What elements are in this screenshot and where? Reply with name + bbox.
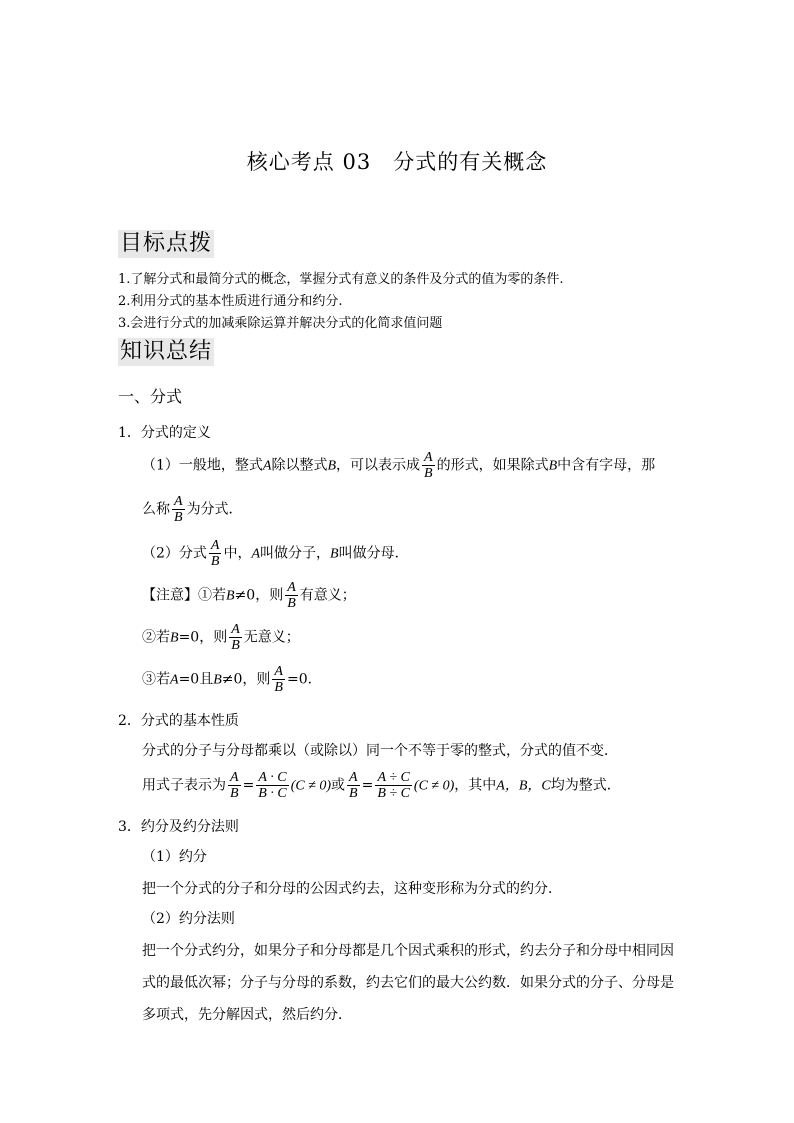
section-summary-heading: 知识总结 (120, 339, 213, 364)
s1-title: 1．分式的定义 (118, 425, 211, 441)
fraction-a-over-b: $\frac{A}{B}$ (287, 580, 296, 611)
s3-sub2-line1: 把一个分式约分，如果分子和分母都是几个因式乘积的形式，约去分子和分母中相同因 (142, 943, 674, 959)
fraction-div: $\frac{A \div C}{B \div C}$ (377, 770, 410, 801)
s2-title: 2．分式的基本性质 (118, 713, 239, 729)
fraction-a-over-b: $\frac{A}{B}$ (174, 494, 183, 525)
goal-1: 1.了解分式和最简分式的概念，掌握分式有意义的条件及分式的值为零的条件. (118, 272, 564, 287)
part1-heading: 一、分式 (118, 387, 183, 406)
fraction-mul: $\frac{A \cdot C}{B \cdot C}$ (258, 770, 287, 801)
section-goals-heading: 目标点拨 (120, 231, 213, 256)
s3-sub2: （2）约分法则 (142, 911, 235, 927)
page-title (0, 146, 794, 176)
note-3: ③若A=0且B≠0，则 $\frac{A}{B}$ =0． (142, 664, 322, 695)
s3-sub1: （1）约分 (142, 849, 207, 865)
goal-3: 3.会进行分式的加减乘除运算并解决分式的化简求值问题 (118, 316, 443, 331)
fraction-a-over-b: $\frac{A}{B}$ (230, 770, 239, 801)
s1-line3: （2）分式 $\frac{A}{B}$ 中，A叫做分子，B叫做分母． (142, 538, 409, 569)
s3-title: 3．约分及约分法则 (118, 819, 239, 835)
s1-line2: 么称 $\frac{A}{B}$ 为分式． (142, 494, 243, 525)
note-1: 【注意】①若B≠0，则 $\frac{A}{B}$ 有意义； (142, 580, 356, 611)
fraction-a-over-b: $\frac{A}{B}$ (349, 770, 358, 801)
s3-sub2-line3: 多项式，先分解因式，然后约分． (142, 1007, 352, 1023)
s3-sub1-text: 把一个分式的分子和分母的公因式约去，这种变形称为分式的约分． (142, 881, 562, 897)
title-text: 分式的有关概念 (393, 150, 548, 174)
note-2: ②若B=0，则 $\frac{A}{B}$ 无意义； (142, 622, 300, 653)
title-code: 核心考点 03 (246, 150, 372, 174)
goal-2: 2.利用分式的基本性质进行通分和约分. (118, 294, 343, 309)
fraction-a-over-b: $\frac{A}{B}$ (274, 664, 283, 695)
s1-line1: （1）一般地，整式A除以整式B，可以表示成 $\frac{A}{B}$ 的形式，如果除式B中含有字母，那 (142, 450, 656, 481)
s2-line1: 分式的分子与分母都乘以（或除以）同一个不等于零的整式，分式的值不变． (142, 743, 618, 759)
fraction-a-over-b: $\frac{A}{B}$ (210, 538, 220, 569)
s3-sub2-line2: 式的最低次幂；分子与分母的系数，约去它们的最大公约数．如果分式的分子、分母是 (142, 975, 674, 991)
fraction-a-over-b: $\frac{A}{B}$ (231, 622, 240, 653)
fraction-a-over-b: $\frac{A}{B}$ (424, 450, 433, 481)
s2-line2: 用式子表示为 $\frac{A}{B}$ = $\frac{A \cdot C}{B \cdot C}$ (C ≠ 0)或 $\frac{A}{B}$ = $\frac{A \div C}{B \div C}$ (C ≠ 0)，其中A，B，C均为整式． (142, 770, 621, 801)
